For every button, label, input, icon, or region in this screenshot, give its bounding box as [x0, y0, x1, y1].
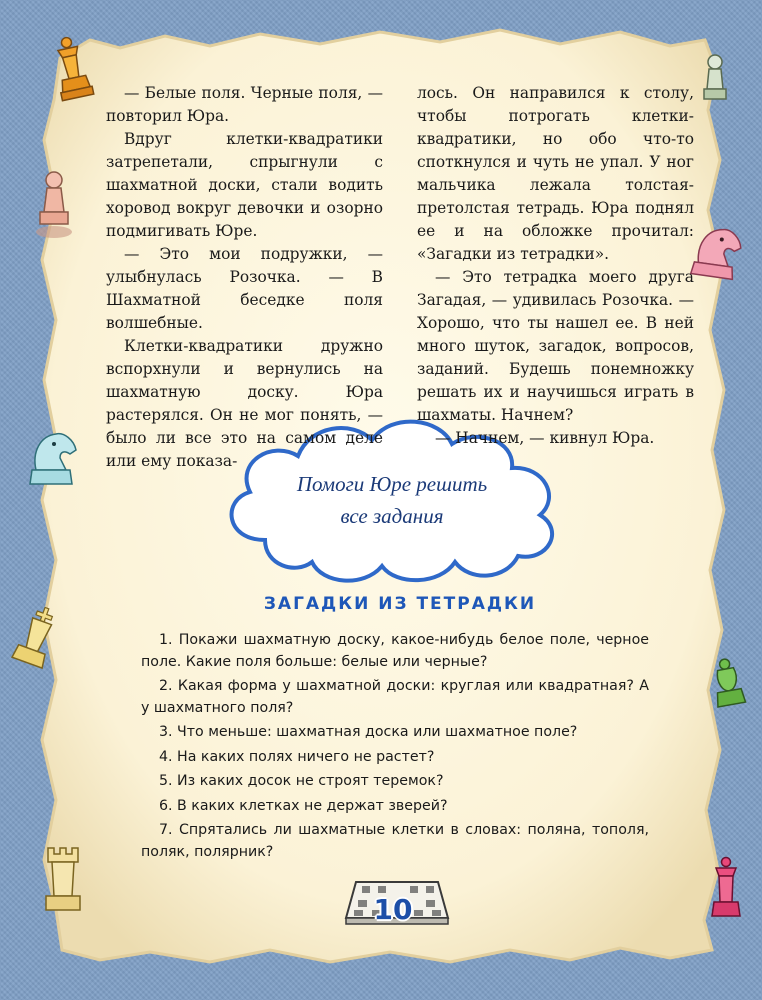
story-paragraph: — Это мои подружки, — улыбнулась Розочка. — В Шахматной беседке поля волшебные.: [106, 245, 383, 332]
story-paragraph: — Начнем, — кивнул Юра.: [435, 429, 655, 447]
riddle-item: 7. Спрятались ли шахматные клетки в словах: поляна, тополя, поляк, полярник?: [141, 822, 649, 860]
riddle-item: 2. Какая форма у шахматной доски: круглая или квадратная? А у шахматного поля?: [141, 678, 649, 716]
riddle-item: 1. Покажи шахматную доску, какое-нибудь белое поле, черное поле. Какие поля больше: белые или черные?: [141, 632, 649, 670]
cloud-caption: [262, 468, 522, 532]
story-paragraph: Клетки-квадратики дружно вспорхнули и вернулись на шахматную доску. Юра растерялся. Он не мог понять, — было ли все это на самом деле или ему показа-: [106, 337, 383, 470]
story-paragraph: Вдруг клетки-квадратики затрепетали, спрыгнули с шахматной доски, стали водить хоровод вокруг девочки и озорно подмигивать Юре.: [106, 130, 383, 240]
riddle-item: 3. Что меньше: шахматная доска или шахматное поле?: [159, 724, 578, 740]
story-paragraph: — Это тетрадка моего друга Загадая, — удивилась Розочка. — Хорошо, что ты нашел ее. В ней много шуток, загадок, вопросов, заданий. Будешь понемножку решать их и научишься играть в шахматы. Начнем?: [417, 268, 694, 424]
page-number: 10: [373, 893, 413, 926]
cloud-caption-line: все задания: [340, 504, 444, 528]
cloud-caption-line: Помоги Юре решить: [296, 472, 488, 496]
riddle-item: 4. На каких полях ничего не растет?: [159, 748, 435, 765]
story-left-column: [106, 82, 383, 473]
story-right-column: [417, 82, 694, 473]
riddle-item: 5. Из каких досок не строят теремок?: [159, 773, 444, 789]
riddles-list: [141, 630, 649, 866]
story-paragraph: лось. Он направился к столу, чтобы потрогать клетки-квадратики, но обо что-то споткнулся и чуть не упал. У ног мальчика лежала толстая-претолстая тетрадь. Юра поднял ее и на обложке прочитал: «Загадки из тетрадки».: [417, 84, 694, 263]
riddle-item: 6. В каких клетках не держат зверей?: [159, 797, 448, 814]
riddles-title: ЗАГАДКИ ИЗ ТЕТРАДКИ: [263, 594, 537, 614]
story-paragraph: — Белые поля. Черные поля, — повторил Юра.: [106, 84, 383, 125]
story-text: [106, 82, 694, 473]
